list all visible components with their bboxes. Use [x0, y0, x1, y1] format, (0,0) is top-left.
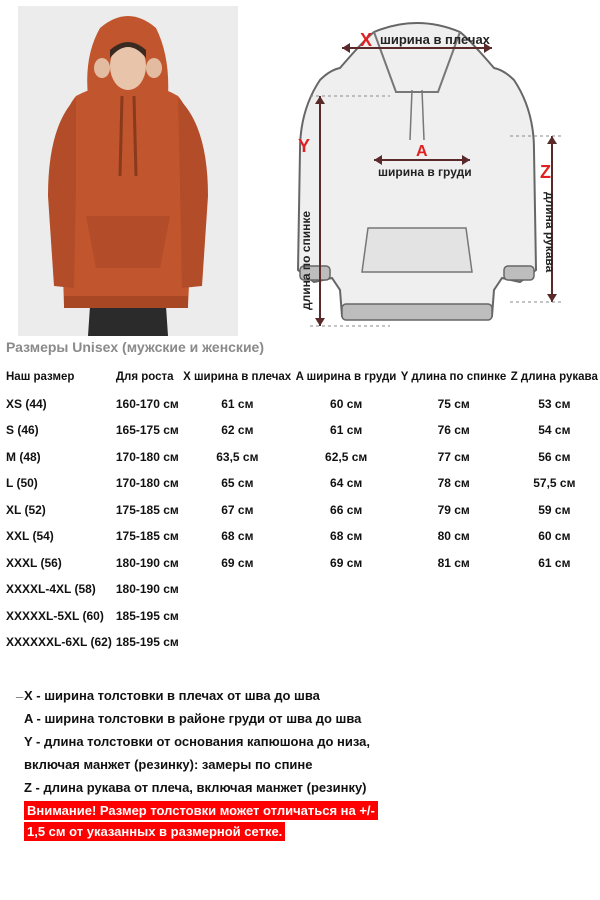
cell-shoulders [181, 603, 294, 630]
cell-height: 185-195 см [115, 608, 179, 623]
cell-shoulders: 65 см [221, 476, 254, 491]
cell-shoulders: 62 см [221, 423, 254, 438]
y-label: длина по спинке [299, 210, 313, 310]
table-row [4, 417, 600, 444]
cell-chest [294, 629, 399, 656]
header-size: Наш размер [6, 371, 75, 384]
cell-height: 170-180 см [115, 476, 179, 491]
cell-back-length [399, 603, 509, 630]
size-diagram [270, 20, 570, 340]
header-sleeve: Z длина рукава [510, 371, 598, 384]
table-header-row [4, 364, 600, 391]
cell-shoulders: 67 см [221, 502, 254, 517]
cell-sleeve [509, 576, 600, 603]
hoodie-measurement-drawing [270, 20, 570, 340]
cell-chest: 64 см [330, 476, 363, 491]
cell-size: XL (52) [6, 502, 46, 517]
x-label: ширина в плечах [380, 32, 490, 47]
cell-shoulders [181, 576, 294, 603]
cell-chest: 61 см [330, 423, 363, 438]
table-row [4, 629, 600, 656]
cell-size: XXXXL-4XL (58) [6, 582, 96, 597]
cell-back-length: 76 см [437, 423, 470, 438]
notes-dash: _ [16, 684, 24, 699]
a-label: ширина в груди [378, 165, 472, 179]
cell-back-length: 78 см [437, 476, 470, 491]
note-y-continued: включая манжет (резинку): замеры по спине [24, 757, 313, 772]
cell-sleeve [509, 603, 600, 630]
cell-chest [294, 576, 399, 603]
cell-shoulders [181, 629, 294, 656]
cell-sleeve: 53 см [538, 396, 571, 411]
z-label: длина рукава [543, 192, 557, 273]
a-letter: A [416, 143, 428, 160]
cell-size: XS (44) [6, 396, 47, 411]
table-row [4, 523, 600, 550]
cell-back-length: 79 см [437, 502, 470, 517]
cell-height: 180-190 см [115, 555, 179, 570]
table-row [4, 470, 600, 497]
size-chart-subtitle: Размеры Unisex (мужские и женские) [6, 339, 264, 355]
product-photo [18, 6, 238, 336]
warning-line-1: Внимание! Размер толстовки может отличаться на +/- [24, 801, 378, 820]
pocket-outline [362, 228, 472, 272]
cell-chest: 62,5 см [325, 449, 368, 464]
cell-back-length: 77 см [437, 449, 470, 464]
cell-height: 180-190 см [115, 582, 179, 597]
cell-sleeve: 56 см [538, 449, 571, 464]
note-y: Y - длина толстовки от основания капюшона до низа, [24, 734, 370, 749]
z-letter: Z [540, 162, 551, 182]
header-back-length: Y длина по спинке [400, 371, 507, 384]
table-row [4, 550, 600, 577]
cell-chest: 60 см [330, 396, 363, 411]
measurement-notes [16, 684, 378, 841]
cell-height: 185-195 см [115, 635, 179, 650]
cell-shoulders: 68 см [221, 529, 254, 544]
header-chest: A ширина в груди [295, 371, 397, 384]
table-row [4, 444, 600, 471]
size-table [4, 364, 600, 656]
model-illustration [18, 6, 238, 336]
cell-size: XXXXXXL-6XL (62) [6, 635, 112, 650]
note-a: A - ширина толстовки в районе груди от шва до шва [24, 711, 362, 726]
cell-size: S (46) [6, 423, 39, 438]
table-row [4, 603, 600, 630]
cell-size: M (48) [6, 449, 41, 464]
cell-height: 170-180 см [115, 449, 179, 464]
cell-back-length: 81 см [437, 555, 470, 570]
cell-sleeve: 57,5 см [533, 476, 576, 491]
cell-back-length [399, 629, 509, 656]
cell-shoulders: 61 см [221, 396, 254, 411]
cell-size: XXL (54) [6, 529, 54, 544]
cell-chest: 66 см [330, 502, 363, 517]
cell-sleeve: 59 см [538, 502, 571, 517]
cell-size: XXXL (56) [6, 555, 62, 570]
cell-height: 160-170 см [115, 396, 179, 411]
cell-size: L (50) [6, 476, 38, 491]
x-letter: X [360, 30, 373, 50]
header-shoulders: X ширина в плечах [183, 371, 292, 384]
cell-chest: 68 см [330, 529, 363, 544]
cell-shoulders: 63,5 см [216, 449, 259, 464]
note-x: X - ширина толстовки в плечах от шва до шва [24, 688, 320, 703]
cell-height: 165-175 см [115, 423, 179, 438]
y-letter: Y [298, 136, 311, 156]
warning-line-2: 1,5 см от указанных в размерной сетке. [24, 822, 285, 841]
cell-sleeve [509, 629, 600, 656]
table-row [4, 497, 600, 524]
cell-back-length: 80 см [437, 529, 470, 544]
cell-chest [294, 603, 399, 630]
cell-sleeve: 54 см [538, 423, 571, 438]
cell-back-length [399, 576, 509, 603]
cell-sleeve: 60 см [538, 529, 571, 544]
note-z: Z - длина рукава от плеча, включая манжет (резинку) [24, 780, 367, 795]
cell-shoulders: 69 см [221, 555, 254, 570]
cell-back-length: 75 см [437, 396, 470, 411]
table-row [4, 391, 600, 418]
table-row [4, 576, 600, 603]
cell-chest: 69 см [330, 555, 363, 570]
header-height: Для роста [115, 371, 174, 384]
cell-height: 175-185 см [115, 502, 179, 517]
cell-sleeve: 61 см [538, 555, 571, 570]
cell-size: XXXXXL-5XL (60) [6, 608, 104, 623]
cell-height: 175-185 см [115, 529, 179, 544]
